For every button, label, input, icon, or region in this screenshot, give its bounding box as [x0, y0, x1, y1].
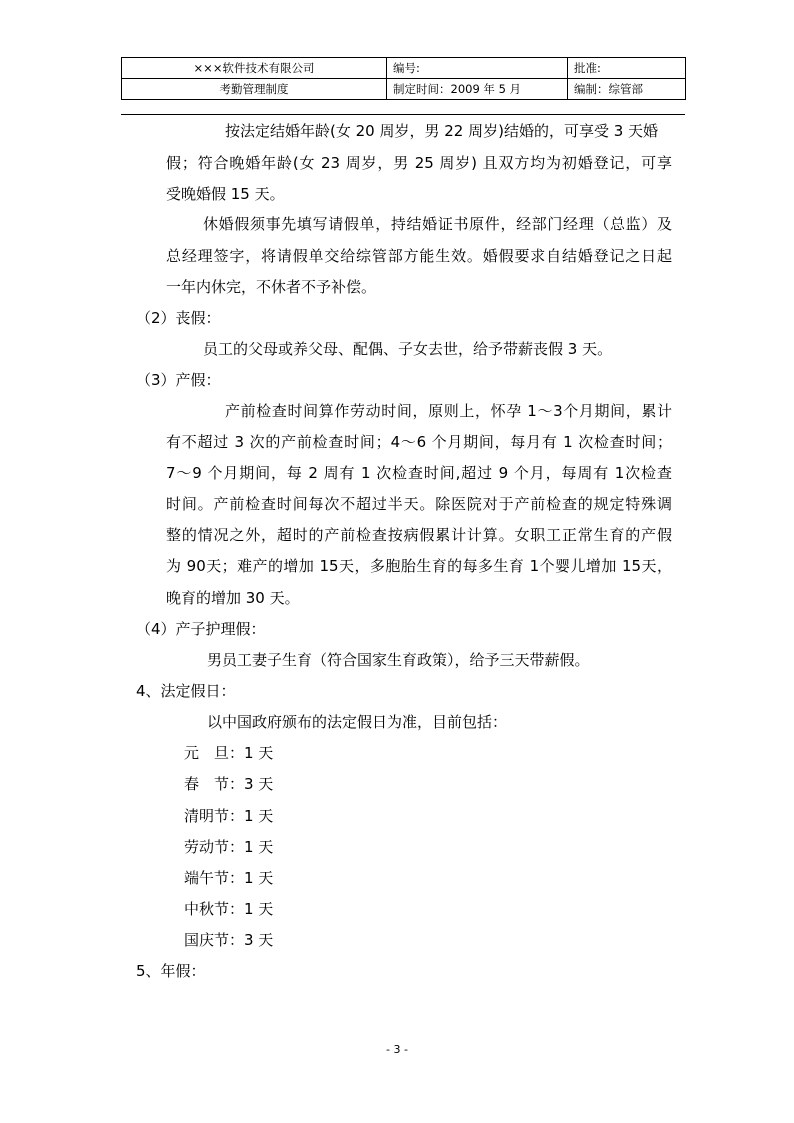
document-title: 考勤管理制度	[122, 79, 387, 100]
marriage-leave-procedure-line: 休婚假须事先填写请假单，持结婚证书原件，经部门经理（总监）及	[203, 215, 672, 233]
paternity-leave-heading: （4）产子护理假：	[136, 620, 266, 638]
document-header-table	[121, 57, 686, 100]
document-number-label: 编号:	[387, 58, 568, 79]
funeral-leave-text: 员工的父母或养父母、配偶、子女去世，给予带薪丧假 3 天。	[203, 340, 613, 358]
marriage-leave-procedure-line: 总经理签字，将请假单交给综管部方能生效。婚假要求自结婚登记之日起	[166, 247, 672, 265]
maternity-leave-line: 有不超过 3 次的产前检查时间；4～6 个月期间，每月有 1 次检查时间；	[166, 433, 672, 451]
holiday-item: 中秋节：1 天	[184, 900, 274, 918]
maternity-leave-line: 7～9 个月期间，每 2 周有 1 次检查时间,超过 9 个月，每周有 1次检查	[166, 464, 672, 482]
public-holidays-intro: 以中国政府颁布的法定假日为准，目前包括：	[207, 713, 508, 731]
page-number: - 3 -	[386, 1043, 408, 1056]
marriage-paragraph-line: 假；符合晚婚年龄(女 23 周岁，男 25 周岁) 且双方均为初婚登记，可享	[166, 154, 672, 172]
maternity-leave-line: 产前检查时间算作劳动时间，原则上，怀孕 1～3个月期间，累计	[225, 402, 672, 420]
funeral-leave-heading: （2）丧假：	[136, 309, 221, 327]
holiday-item: 元 旦：1 天	[184, 744, 274, 762]
company-name: ×××软件技术有限公司	[122, 58, 387, 79]
author-department: 编制：综管部	[568, 79, 686, 100]
annual-leave-heading: 5、年假：	[136, 962, 206, 980]
maternity-leave-line: 晚育的增加 30 天。	[166, 589, 300, 607]
marriage-leave-procedure-line: 一年内休完，不休者不予补偿。	[166, 278, 377, 296]
paternity-leave-text: 男员工妻子生育（符合国家生育政策），给予三天带薪假。	[207, 651, 590, 669]
holiday-item: 国庆节：3 天	[184, 931, 274, 949]
maternity-leave-heading: （3）产假：	[136, 371, 221, 389]
marriage-paragraph-line: 受晚婚假 15 天。	[166, 185, 285, 203]
maternity-leave-line: 为 90天；难产的增加 15天，多胞胎生育的每多生育 1个婴儿增加 15天，	[166, 557, 672, 575]
holiday-item: 春 节：3 天	[184, 775, 274, 793]
approval-label: 批准:	[568, 58, 686, 79]
public-holidays-heading: 4、法定假日：	[136, 682, 236, 700]
issue-date: 制定时间：2009 年 5 月	[387, 79, 568, 100]
holiday-item: 清明节：1 天	[184, 807, 274, 825]
maternity-leave-line: 整的情况之外，超时的产前检查按病假累计计算。女职工正常生育的产假	[166, 526, 672, 544]
marriage-paragraph-line: 按法定结婚年龄(女 20 周岁，男 22 周岁)结婚的，可享受 3 天婚	[225, 122, 659, 140]
maternity-leave-line: 时间。产前检查时间每次不超过半天。除医院对于产前检查的规定特殊调	[166, 495, 672, 513]
holiday-item: 劳动节：1 天	[184, 838, 274, 856]
holiday-item: 端午节：1 天	[184, 869, 274, 887]
header-divider	[121, 114, 685, 115]
